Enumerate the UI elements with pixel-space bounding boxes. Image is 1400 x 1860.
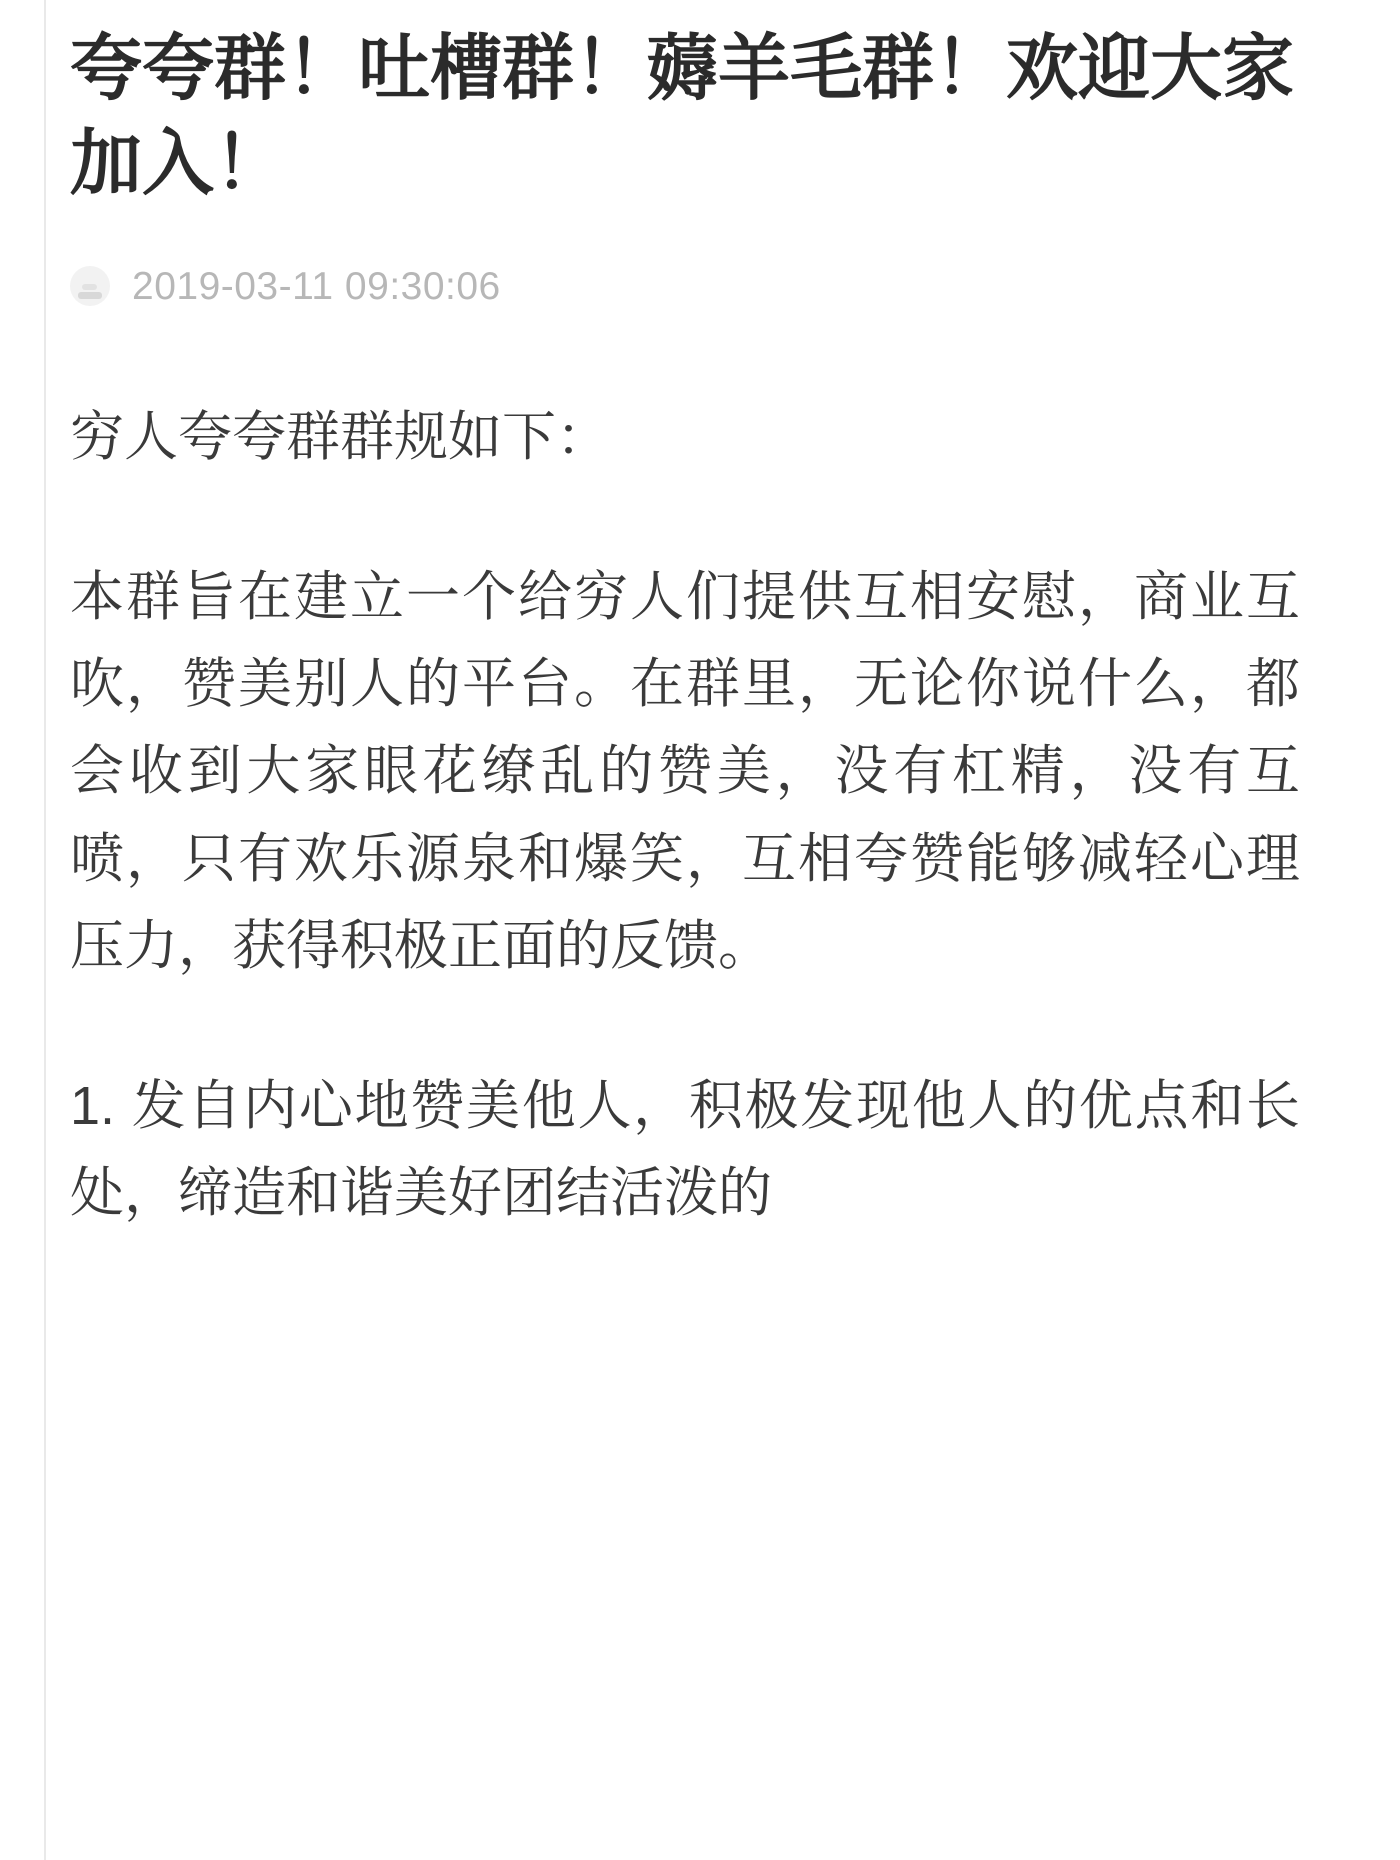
article-meta [70,264,1300,308]
publish-timestamp: 2019-03-11 09:30:06 [132,264,501,308]
article-content [70,0,1300,1238]
left-edge-divider [44,0,46,1860]
avatar [70,266,110,306]
paragraph-purpose: 本群旨在建立一个给穷人们提供互相安慰，商业互吹，赞美别人的平台。在群里，无论你说什么，都会收到大家眼花缭乱的赞美，没有杠精，没有互喷，只有欢乐源泉和爆笑，互相夸赞能够减轻心理压力，获得积极正面的反馈。 [70,566,1300,977]
page-title: 夸夸群！吐槽群！薅羊毛群！欢迎大家加入！ [70,29,1295,205]
paragraph-intro: 穷人夸夸群群规如下： [70,407,610,468]
article-body [70,394,1300,1238]
paragraph-rule-1: 1. 发自内心地赞美他人，积极发现他人的优点和长处，缔造和谐美好团结活泼的 [70,1075,1300,1224]
